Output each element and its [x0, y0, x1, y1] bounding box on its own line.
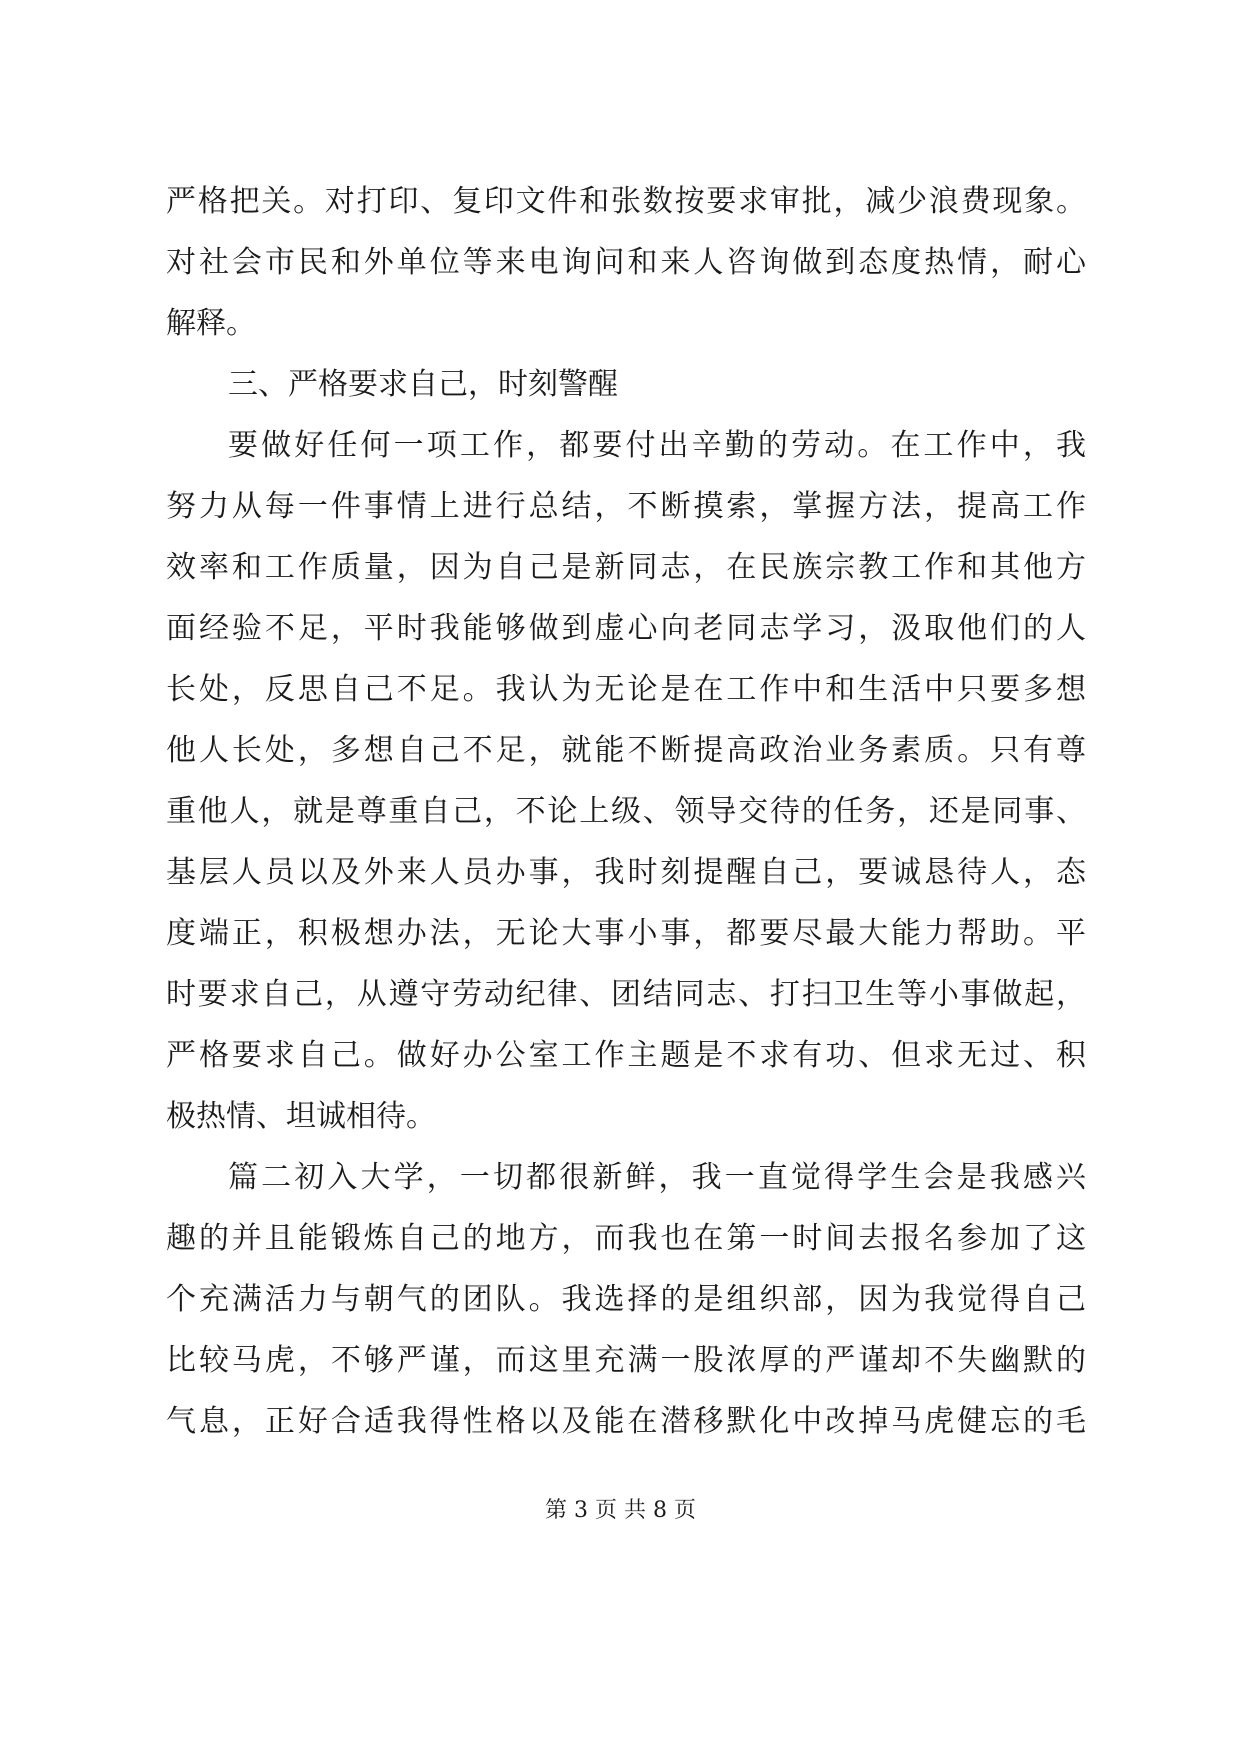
text-line: 努力从每一件事情上进行总结，不断摸索，掌握方法，提高工作 [166, 489, 1086, 524]
text-line: 面经验不足，平时我能够做到虚心向老同志学习，汲取他们的人 [166, 611, 1086, 646]
text-line: 长处，反思自己不足。我认为无论是在工作中和生活中只要多想 [166, 672, 1086, 707]
text-line: 解释。 [166, 306, 256, 341]
text-line: 个充满活力与朝气的团队。我选择的是组织部，因为我觉得自己 [166, 1282, 1086, 1317]
text-line: 比较马虎，不够严谨，而这里充满一股浓厚的严谨却不失幽默的 [166, 1343, 1086, 1378]
text-line: 重他人，就是尊重自己，不论上级、领导交待的任务，还是同事、 [166, 794, 1086, 829]
text-line: 基层人员以及外来人员办事，我时刻提醒自己，要诚恳待人，态 [166, 855, 1086, 890]
text-line: 要做好任何一项工作，都要付出辛勤的劳动。在工作中，我 [228, 428, 1086, 463]
text-line: 气息，正好合适我得性格以及能在潜移默化中改掉马虎健忘的毛 [166, 1404, 1086, 1439]
text-line: 趣的并且能锻炼自己的地方，而我也在第一时间去报名参加了这 [166, 1221, 1086, 1256]
text-line: 极热情、坦诚相待。 [166, 1099, 436, 1134]
text-line: 度端正，积极想办法，无论大事小事，都要尽最大能力帮助。平 [166, 916, 1086, 951]
text-line: 严格要求自己。做好办公室工作主题是不求有功、但求无过、积 [166, 1038, 1086, 1073]
page-number-footer: 第 3 页 共 8 页 [545, 1498, 696, 1523]
text-line: 效率和工作质量，因为自己是新同志，在民族宗教工作和其他方 [166, 550, 1086, 585]
text-line: 对社会市民和外单位等来电询问和来人咨询做到态度热情，耐心 [166, 245, 1086, 280]
text-line: 时要求自己，从遵守劳动纪律、团结同志、打扫卫生等小事做起， [166, 977, 1086, 1012]
text-line: 他人长处，多想自己不足，就能不断提高政治业务素质。只有尊 [166, 733, 1086, 768]
text-line: 严格把关。对打印、复印文件和张数按要求审批，减少浪费现象。 [166, 184, 1086, 219]
section-heading: 三、严格要求自己，时刻警醒 [228, 367, 618, 402]
text-line: 篇二初入大学，一切都很新鲜，我一直觉得学生会是我感兴 [228, 1160, 1086, 1195]
